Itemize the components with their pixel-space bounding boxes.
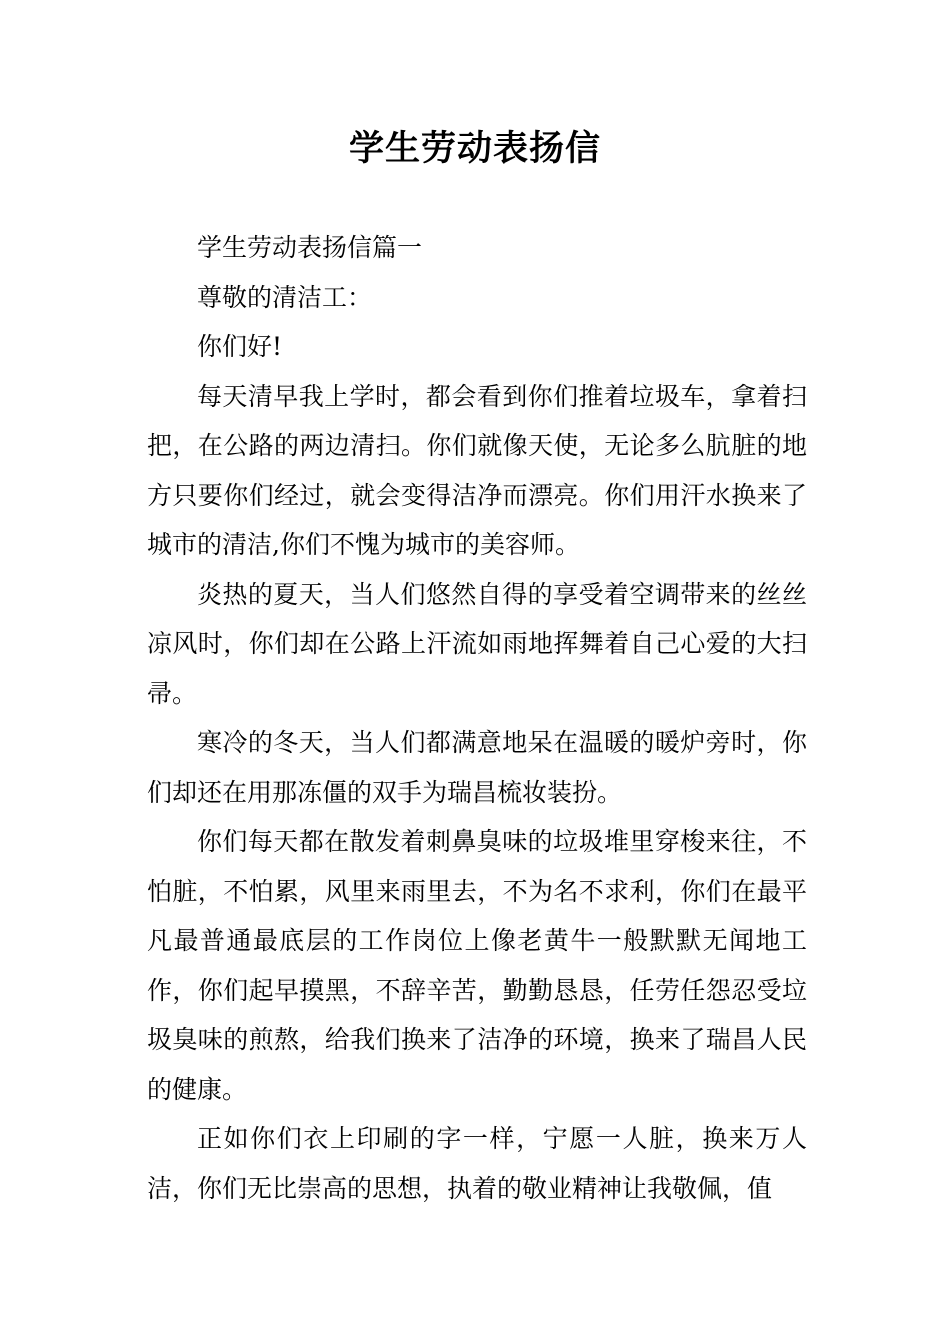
salutation: 尊敬的清洁工： bbox=[197, 282, 373, 312]
document-body bbox=[147, 223, 807, 1213]
paragraph: 炎热的夏天，当人们悠然自得的享受着空调带来的丝丝凉风时，你们却在公路上汗流如雨地挥舞着自己心爱的大扫帚。 bbox=[147, 579, 807, 708]
section-heading: 学生劳动表扬信篇一 bbox=[197, 233, 423, 262]
greeting: 你们好! bbox=[197, 332, 283, 361]
paragraph: 每天清早我上学时，都会看到你们推着垃圾车，拿着扫把，在公路的两边清扫。你们就像天使，无论多么肮脏的地方只要你们经过，就会变得洁净而漂亮。你们用汗水换来了城市的清洁,你们不愧为城市的美容师。 bbox=[147, 381, 807, 559]
paragraph: 你们每天都在散发着刺鼻臭味的垃圾堆里穿梭来往，不怕脏，不怕累，风里来雨里去，不为名不求利，你们在最平凡最普通最底层的工作岗位上像老黄牛一般默默无闻地工作，你们起早摸黑，不辞辛苦，勤勤恳恳，任劳任怨忍受垃圾臭味的煎熬，给我们换来了洁净的环境，换来了瑞昌人民的健康。 bbox=[147, 827, 807, 1104]
paragraph: 寒冷的冬天，当人们都满意地呆在温暖的暖炉旁时，你们却还在用那冻僵的双手为瑞昌梳妆装扮。 bbox=[147, 728, 807, 807]
document-title: 学生劳动表扬信 bbox=[348, 129, 601, 169]
paragraph: 正如你们衣上印刷的字一样，宁愿一人脏，换来万人洁，你们无比崇高的思想，执着的敬业精神让我敬佩，值 bbox=[147, 1124, 807, 1203]
